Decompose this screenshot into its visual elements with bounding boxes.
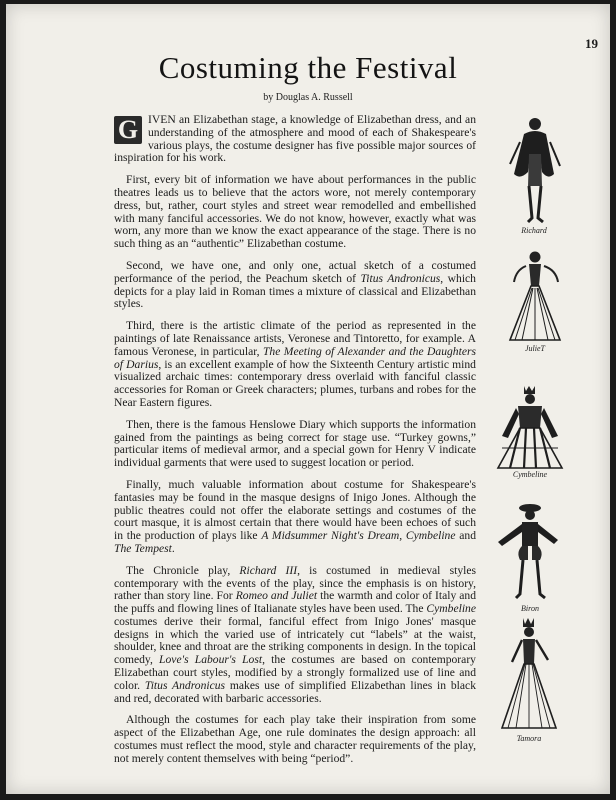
paragraph-7: The Chronicle play, Richard III, is costumed in medieval styles contemporary with the events of the play, since the emphasis is on history, rather than story line. For Romeo and Juliet the warmth and color of Italy and the puffs and flowing lines of Italianate styles have been used. The Cymbeline costumes derive their formal, fanciful effect from Inigo Jones' masque designs in which the varied use of intricately cut “labels” at the waist, shoulder, knee and throat are the striking components in design. In the topical comedy, Love's Labour's Lost, the costumes are based on contemporary Elizabethan court styles, modified by a strongly formalized use of line and color. Titus Andronicus makes use of simplified Elizabethan lines in black and red, decorated with barbaric accessories. xyxy=(114,563,477,705)
caption-tamora: Tamora xyxy=(516,734,542,743)
paragraph-4: Third, there is the artistic climate of the period as represented in the paintings of late Renaissance artists, Veronese and Tintoretto, for example. A famous Veronese, in particular, The Meeting of Alexander and the Daughters of Darius, is an excellent example of how the Sixteenth Century artistic mind visualized archaic times: contemporary dress overlaid with fanciful classic accessories for Roman or Greek characters; plumes, turbans and robes for the Near Eastern figures. xyxy=(114,319,476,409)
cymbeline-costume-sketch xyxy=(492,384,568,472)
biron-figure-icon xyxy=(492,500,566,602)
biron-costume-sketch xyxy=(492,500,566,602)
paragraph-6: Finally, much valuable information about costume for Shakespeare's fantasies may be found in the masque designs of Inigo Jones. Although the public theatres could not offer the elaborate settings and costumes of the court masque, it is almost certain that there would have been echoes of such in the production of plays like A Midsummer Night's Dream, Cymbeline and The Tempest. xyxy=(114,477,476,555)
caption-juliet: JulieT xyxy=(525,344,545,353)
juliet-figure-icon xyxy=(506,248,564,344)
richard-costume-sketch xyxy=(502,114,566,226)
page-number: 19 xyxy=(585,36,598,51)
paragraph-1: G IVEN an Elizabethan stage, a knowledge of Elizabethan dress, and an understanding of the atmosphere and mood of each of Shakespeare's various plays, the costume designer has five possible major sources of inspiration for his work. xyxy=(114,113,476,165)
article-body xyxy=(114,114,476,775)
caption-richard: Richard xyxy=(521,226,547,235)
page xyxy=(6,4,610,794)
paragraph-2: First, every bit of information we have about performances in the public theatres leads us to believe that the actors wore, not merely contemporary dress, but, rather, court styles and street wear remodelled and embellished with many fanciful accessories. We do not know, however, exactly what was worn, any more than we know the exact appearance of the stage. There is no such thing as an “authentic” Elizabethan costume. xyxy=(114,173,476,251)
caption-cymbeline: Cymbeline xyxy=(512,470,548,479)
juliet-costume-sketch xyxy=(506,248,564,344)
caption-biron: Biron xyxy=(521,604,539,613)
richard-figure-icon xyxy=(502,114,566,226)
cymbeline-figure-icon xyxy=(492,384,568,472)
article-title: Costuming the Festival xyxy=(158,50,458,85)
tamora-costume-sketch xyxy=(496,614,562,734)
tamora-figure-icon xyxy=(496,614,562,734)
byline: by Douglas A. Russell xyxy=(263,92,353,103)
paragraph-8: Although the costumes for each play take their inspiration from some aspect of the Elizabethan Age, one rule dominates the design approach: all costumes must reflect the mood, style and character requirements of the play, not merely content themselves with being “period”. xyxy=(114,713,476,765)
paragraph-5: Then, there is the famous Henslowe Diary which supports the information gained from the paintings as being correct for stage use. “Turkey gowns,” particular items of medieval armor, and a special gown for Henry V indicate individual garments that were used to suggest location or period. xyxy=(114,417,476,470)
drop-cap: G xyxy=(114,116,142,144)
paragraph-3: Second, we have one, and only one, actual sketch of a costumed performance of the period, the Peachum sketch of Titus Andronicus, which depicts for a play laid in Roman times a mixture of classical and Elizabethan styles. xyxy=(114,258,476,311)
